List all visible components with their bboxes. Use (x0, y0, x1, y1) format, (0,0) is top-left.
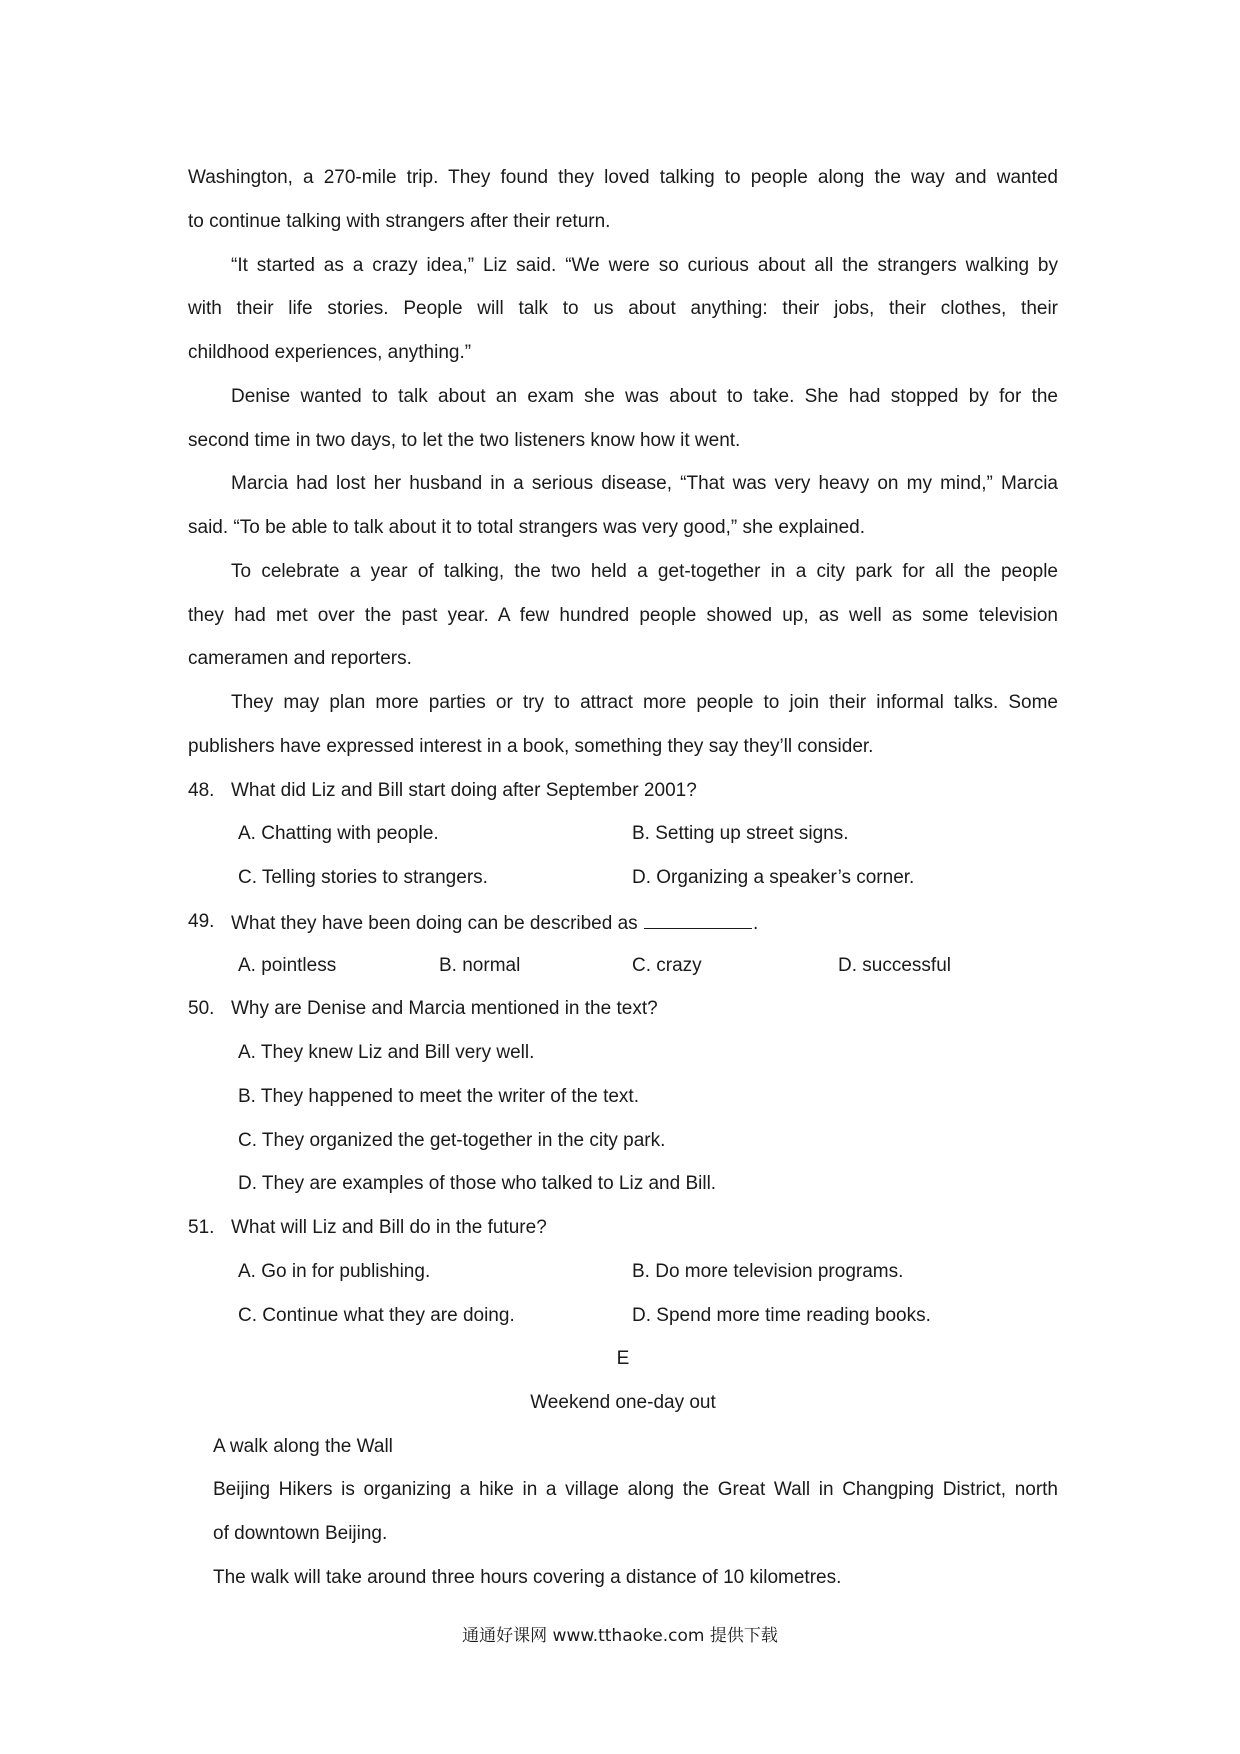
answer-option: B. They happened to meet the writer of the text. (238, 1086, 639, 1107)
passage-subheading: A walk along the Wall (213, 1436, 393, 1457)
answer-option: C. They organized the get-together in the city park. (238, 1130, 666, 1151)
question-stem-end: . (752, 913, 759, 934)
passage-line: Marcia had lost her husband in a serious disease, “That was very heavy on my mind,” Marcia (231, 473, 1058, 494)
answer-option: D. successful (838, 955, 951, 976)
passage-line: childhood experiences, anything.” (188, 342, 472, 363)
passage-line: Denise wanted to talk about an exam she was about to take. She had stopped by for the (231, 386, 1058, 407)
passage-line: Washington, a 270-mile trip. They found they loved talking to people along the way and wanted (188, 167, 1058, 188)
answer-option: A. Chatting with people. (238, 823, 439, 844)
answer-option: D. Organizing a speaker’s corner. (632, 867, 915, 888)
page-footer: 通通好课网 www.tthaoke.com 提供下载 (462, 1626, 778, 1646)
answer-option: B. normal (439, 955, 521, 976)
question-number: 50. (188, 998, 215, 1019)
answer-option: A. pointless (238, 955, 337, 976)
answer-option: B. Do more television programs. (632, 1261, 904, 1282)
question-stem: Why are Denise and Marcia mentioned in the text? (231, 998, 658, 1019)
question-number: 51. (188, 1217, 215, 1238)
passage-line: with their life stories. People will talk to us about anything: their jobs, their clothes, their (188, 298, 1058, 319)
section-title: Weekend one-day out (530, 1392, 716, 1413)
answer-option: A. Go in for publishing. (238, 1261, 431, 1282)
answer-option: A. They knew Liz and Bill very well. (238, 1042, 535, 1063)
passage-line: to continue talking with strangers after their return. (188, 211, 611, 232)
passage-line: The walk will take around three hours covering a distance of 10 kilometres. (213, 1567, 842, 1588)
answer-option: B. Setting up street signs. (632, 823, 849, 844)
passage-line: they had met over the past year. A few hundred people showed up, as well as some television (188, 605, 1058, 626)
question-stem: What will Liz and Bill do in the future? (231, 1217, 547, 1238)
question-number: 49. (188, 911, 215, 932)
question-stem (231, 910, 758, 936)
passage-line: They may plan more parties or try to attract more people to join their informal talks. Some (231, 692, 1058, 713)
answer-blank (644, 910, 752, 929)
passage-line: of downtown Beijing. (213, 1523, 388, 1544)
answer-option: C. Telling stories to strangers. (238, 867, 488, 888)
answer-option: C. crazy (632, 955, 702, 976)
passage-line: “It started as a crazy idea,” Liz said. “We were so curious about all the strangers walking by (231, 255, 1058, 276)
passage-line: Beijing Hikers is organizing a hike in a village along the Great Wall in Changping District, north (213, 1479, 1058, 1500)
section-letter: E (616, 1348, 630, 1369)
answer-option: C. Continue what they are doing. (238, 1305, 515, 1326)
question-number: 48. (188, 780, 215, 801)
answer-option: D. They are examples of those who talked to Liz and Bill. (238, 1173, 717, 1194)
passage-line: cameramen and reporters. (188, 648, 412, 669)
passage-line: second time in two days, to let the two listeners know how it went. (188, 430, 741, 451)
question-stem: What did Liz and Bill start doing after September 2001? (231, 780, 697, 801)
answer-option: D. Spend more time reading books. (632, 1305, 931, 1326)
passage-line: publishers have expressed interest in a book, something they say they’ll consider. (188, 736, 874, 757)
question-stem-text: What they have been doing can be described as (231, 913, 638, 934)
passage-line: To celebrate a year of talking, the two held a get-together in a city park for all the people (231, 561, 1058, 582)
passage-line: said. “To be able to talk about it to total strangers was very good,” she explained. (188, 517, 865, 538)
